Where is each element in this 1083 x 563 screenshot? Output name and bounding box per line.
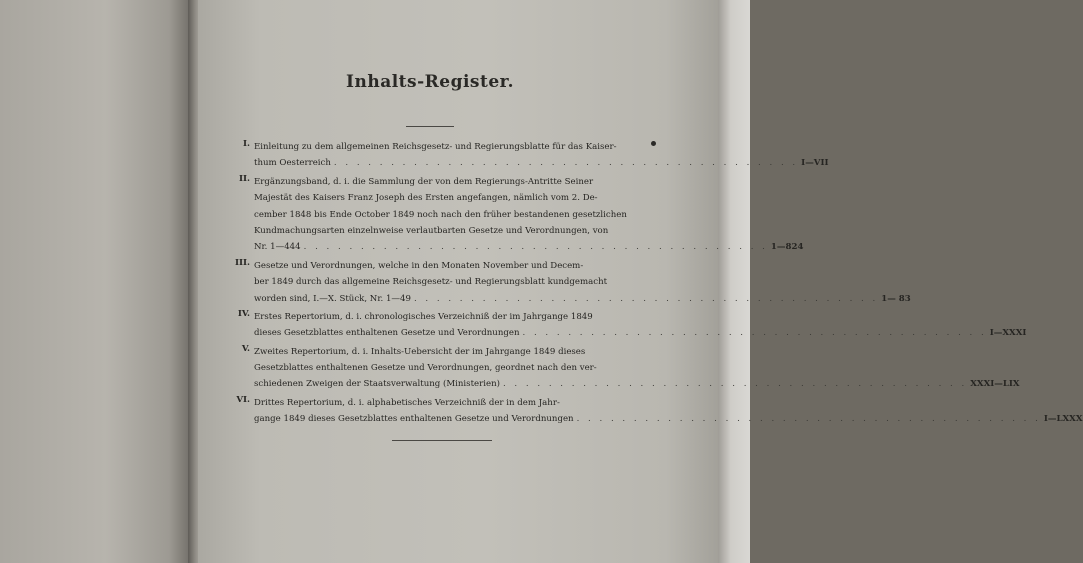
toc-entry-3 — [228, 257, 911, 307]
entry-text-line: Erstes Repertorium, d. i. chronologisches Verzeichniß der im Jahrgange 1849 — [254, 311, 593, 322]
entry-number: III. — [234, 257, 250, 268]
entry-text-line: Ergänzungsband, d. i. die Sammlung der von dem Regierungs-Antritte Seiner — [254, 176, 594, 187]
entry-pages: I—VII — [801, 158, 829, 169]
entry-text-line: Kundmachungsarten einzelnweise verlautbarten Gesetze und Verordnungen, von — [254, 225, 609, 236]
table-of-contents — [228, 139, 1083, 430]
entry-text-line: ber 1849 durch das allgemeine Reichsgesetz- und Regierungsblatt kundgemacht — [254, 277, 608, 288]
entry-number: I. — [242, 139, 250, 149]
entry-number: II. — [238, 173, 250, 184]
closing-rule — [392, 440, 492, 441]
entry-text-line: Zweites Repertorium, d. i. Inhalts-Uebersicht der im Jahrgange 1849 dieses — [254, 346, 586, 357]
toc-entry-1 — [228, 139, 829, 172]
entry-text-line: Majestät des Kaisers Franz Joseph des Ersten angefangen, nämlich vom 2. De- — [254, 193, 598, 204]
leader-dots — [331, 155, 801, 171]
entry-text-line: gange 1849 dieses Gesetzblattes enthaltenen Gesetze und Verordnungen — [254, 414, 574, 425]
leader-dots — [519, 325, 989, 341]
entry-text-line: Gesetzblattes enthaltenen Gesetze und Verordnungen, geordnet nach den ver- — [254, 363, 597, 374]
entry-text-line: thum Oesterreich — [254, 158, 331, 169]
entry-number: VI. — [236, 394, 250, 405]
entry-text-line: schiedenen Zweigen der Staatsverwaltung (Ministerien) — [254, 379, 500, 390]
entry-pages: I—LXXX — [1043, 414, 1083, 425]
toc-entry-2 — [228, 173, 804, 256]
leader-dots — [301, 239, 771, 255]
page-title: Inhalts-Register. — [346, 72, 514, 92]
entry-text-line: worden sind, I.—X. Stück, Nr. 1—49 — [254, 293, 411, 304]
entry-pages: XXXI—LIX — [970, 379, 1020, 390]
entry-pages: 1— 83 — [881, 293, 911, 304]
leader-dots — [411, 291, 881, 307]
toc-entry-6 — [228, 394, 1083, 428]
left-page — [0, 0, 192, 563]
entry-text-line: cember 1848 bis Ende October 1849 noch nach den früher bestandenen gesetzlichen — [254, 209, 627, 220]
entry-number: IV. — [237, 308, 250, 319]
entry-pages: I—XXXI — [989, 328, 1027, 339]
leader-dots — [574, 411, 1044, 427]
entry-number: V. — [241, 343, 250, 354]
entry-text-line: Gesetze und Verordnungen, welche in den Monaten November und Decem- — [254, 260, 584, 271]
entry-text-line: Einleitung zu dem allgemeinen Reichsgesetz- und Regierungsblatte für das Kaiser- — [254, 142, 617, 152]
leader-dots — [500, 376, 970, 392]
entry-text-line: Drittes Repertorium, d. i. alphabetisches Verzeichniß der in dem Jahr- — [254, 397, 560, 408]
entry-text-line: Nr. 1—444 — [254, 242, 301, 253]
entry-text-line: dieses Gesetzblattes enthaltenen Gesetze und Verordnungen — [254, 328, 520, 339]
toc-entry-5 — [228, 343, 1020, 393]
entry-pages: 1—824 — [770, 242, 804, 253]
title-rule — [406, 126, 454, 127]
toc-entry-4 — [228, 308, 1027, 342]
